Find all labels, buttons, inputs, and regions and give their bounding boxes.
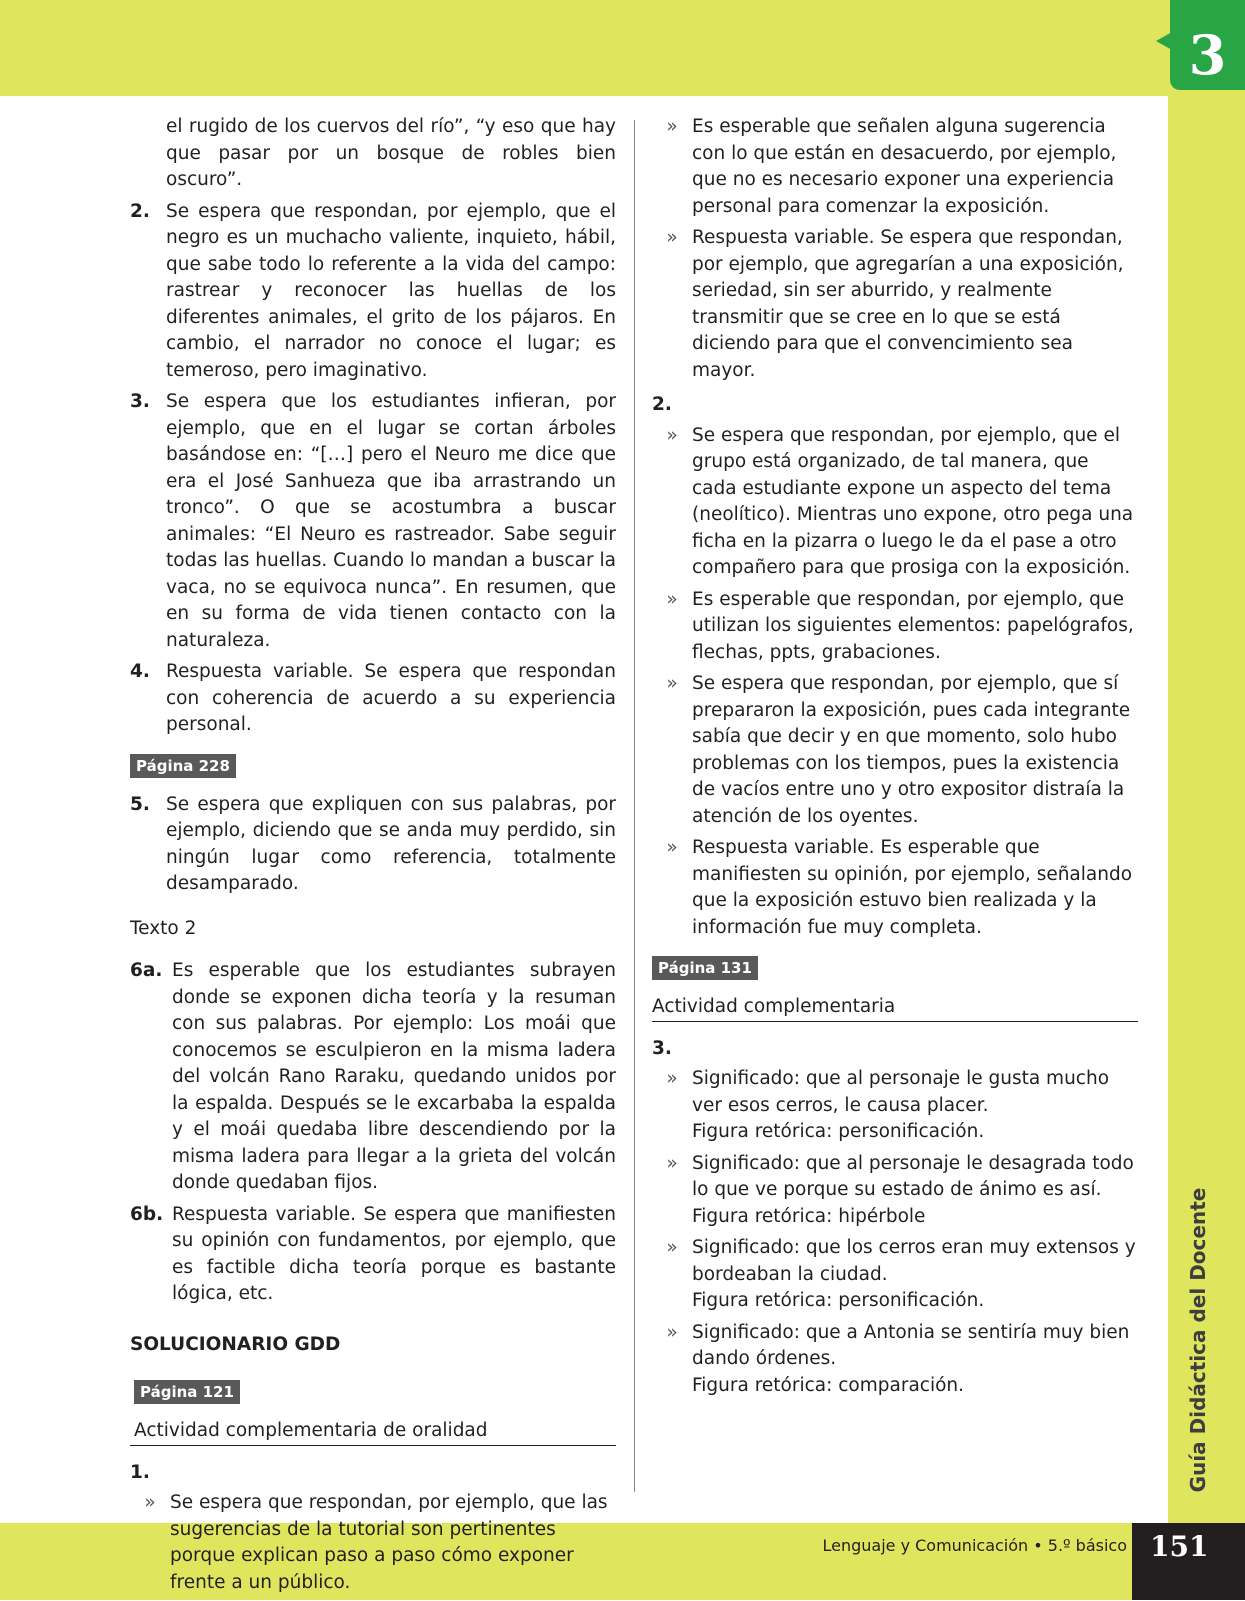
bullet-glyph: » [666,227,678,248]
figura-text: Figura retórica: personificación. [692,1290,985,1311]
bullet-item [652,671,1138,830]
continuation-text: el rugido de los cuervos del río”, “y eso que hay que pasar por un bosque de robles bien oscuro”. [166,116,616,190]
item-text: Respuesta variable. Se espera que manifiesten su opinión con fundamentos, por ejemplo, que es factible dicha teoría porque es bastante lógica, etc. [172,1203,616,1304]
bullet-glyph: » [666,1068,678,1089]
right-column [652,114,1138,1404]
page-number: 151 [1132,1523,1245,1600]
bullet-text [692,1235,1138,1315]
bullet-item [652,1151,1138,1231]
answer-item [130,659,616,739]
figura-text: Figura retórica: hipérbole [692,1205,926,1227]
item-text: Es esperable que los estudiantes subrayen donde se exponen dicha teoría y la resuman con sus palabras. Por ejemplo: Los moái que conocemos se esculpieron en la misma ladera del volcán Rano Raraku, quedando unidos por la espalda. Después se le excarbaba la espalda y el moái quedaba libre descendiendo por la misma ladera para llegar a la grieta del volcán donde quedaban fijos. [172,960,616,1193]
significado-text: Significado: que al personaje le desagrada todo lo que ve porque su estado de ánimo es así. [692,1152,1134,1200]
bullet-item [652,114,1138,220]
bullet-text: Es esperable que respondan, por ejemplo, que utilizan los siguientes elementos: papelógrafos, flechas, ppts, grabaciones. [692,588,1134,663]
bullet-item [652,1235,1138,1315]
figura-text: Figura retórica: comparación. [692,1374,965,1396]
bullet-item [652,423,1138,582]
bullet-item [652,1066,1138,1146]
bullet-item [652,1320,1138,1400]
significado-text: Significado: que los cerros eran muy extensos y bordeaban la ciudad. [692,1237,1136,1285]
left-column [130,114,616,1601]
item-number: 5. [130,793,150,815]
page-label-228: Página 228 [130,754,236,778]
item-number: 3. [130,391,150,412]
bullet-glyph: » [666,588,678,610]
bullet-glyph: » [666,1237,678,1258]
item-text: Respuesta variable. Se espera que respondan con coherencia de acuerdo a su experiencia personal. [166,661,616,735]
bullet-text: Es esperable que señalen alguna sugerencia con lo que están en desacuerdo, por ejemplo, que no es necesario exponer una experiencia personal para comenzar la exposición. [692,116,1117,217]
answer-item [130,792,616,898]
bullet-item [130,1490,616,1596]
answer-item [130,958,616,1197]
bullet-text: Se espera que respondan, por ejemplo, que sí prepararon la exposición, pues cada integrante sabía que decir y en que momento, solo hubo problemas con los tiempos, pues la existencia de vacíos entre uno y otro expositor distraía la atención de los oyentes. [692,673,1131,827]
actividad-title: Actividad complementaria [652,994,1138,1022]
item-number: 2. [130,200,150,222]
actividad-oralidad-title: Actividad complementaria de oralidad [130,1418,616,1446]
texto-2-heading: Texto 2 [130,917,197,939]
bullet-text: Se espera que respondan, por ejemplo, que el grupo está organizado, de tal manera, que cada estudiante expone un aspecto del tema (neolítico). Mientras uno expone, otro pega una ficha en la pizarra o luego le da el pase a otro compañero para que prosiga con la exposición. [692,424,1134,578]
answer-item [130,199,616,385]
section-number: 2. [652,394,672,415]
section-number: 1. [130,1461,150,1483]
footer-subject: Lenguaje y Comunicación • 5.º básico [822,1536,1127,1555]
item-text: Se espera que respondan, por ejemplo, que el negro es un muchacho valiente, inquieto, hábil, que sabe todo lo referente a la vida del campo: rastrear y reconocer las huellas de los diferentes animales, el grito de los pájaros. En cambio, el narrador no conoce el lugar; es temeroso, pero imaginativo. [166,200,616,381]
page-label-121: Página 121 [134,1380,240,1404]
bullet-glyph: » [666,424,678,446]
significado-text: Significado: que a Antonia se sentiría muy bien dando órdenes. [692,1321,1130,1369]
side-title: Guía Didáctica del Docente [1186,1187,1210,1493]
bullet-text: Se espera que respondan, por ejemplo, que las sugerencias de la tutorial son pertinentes porque explican paso a paso cómo exponer frente a un público. [170,1492,608,1593]
section-number: 3. [652,1037,672,1059]
item-text: Se espera que expliquen con sus palabras, por ejemplo, diciendo que se anda muy perdido, sin ningún lugar como referencia, totalmente desamparado. [166,793,616,894]
item-number: 6a. [130,960,163,981]
item-number: 4. [130,661,150,682]
bullet-text [692,1066,1138,1146]
solucionario-heading: SOLUCIONARIO GDD [130,1333,341,1355]
bullet-item [652,835,1138,941]
bullet-glyph: » [666,116,678,137]
answer-item [130,1202,616,1308]
bullet-text: Respuesta variable. Se espera que respondan, por ejemplo, que agregarían a una exposición, seriedad, sin ser aburrido, y realmente transmitir que se cree en lo que se está diciendo para que el convencimiento sea mayor. [692,227,1124,381]
chapter-number-tab: 3 [1170,0,1245,90]
bullet-item [652,225,1138,384]
bullet-glyph: » [666,1152,678,1174]
bullet-glyph: » [666,837,678,858]
bullet-glyph: » [144,1492,156,1513]
figura-text: Figura retórica: personificación. [692,1121,985,1142]
bullet-text [692,1320,1138,1400]
top-band [0,0,1245,96]
bullet-text: Respuesta variable. Es esperable que manifiesten su opinión, por ejemplo, señalando que la exposición estuvo bien realizada y la información fue muy completa. [692,837,1133,938]
bullet-text [692,1151,1138,1231]
answer-item [130,389,616,654]
page-label-131: Página 131 [652,956,758,980]
bullet-glyph: » [666,1321,678,1343]
item-number: 6b. [130,1203,164,1225]
bullet-item [652,587,1138,667]
column-divider [634,120,635,1492]
bullet-glyph: » [666,673,678,694]
significado-text: Significado: que al personaje le gusta mucho ver esos cerros, le causa placer. [692,1068,1110,1116]
item-text: Se espera que los estudiantes infieran, por ejemplo, que en el lugar se cortan árboles basándose en: “[…] pero el Neuro me dice que era el José Sanhueza que iba arrastrando un tronco”. O que se acostumbra a buscar animales: “El Neuro es rastreador. Sabe seguir todas las huellas. Cuando lo mandan a buscar la vaca, no se equivoca nunca”. En resumen, que en su forma de vida tienen contacto con la naturaleza. [166,391,616,651]
